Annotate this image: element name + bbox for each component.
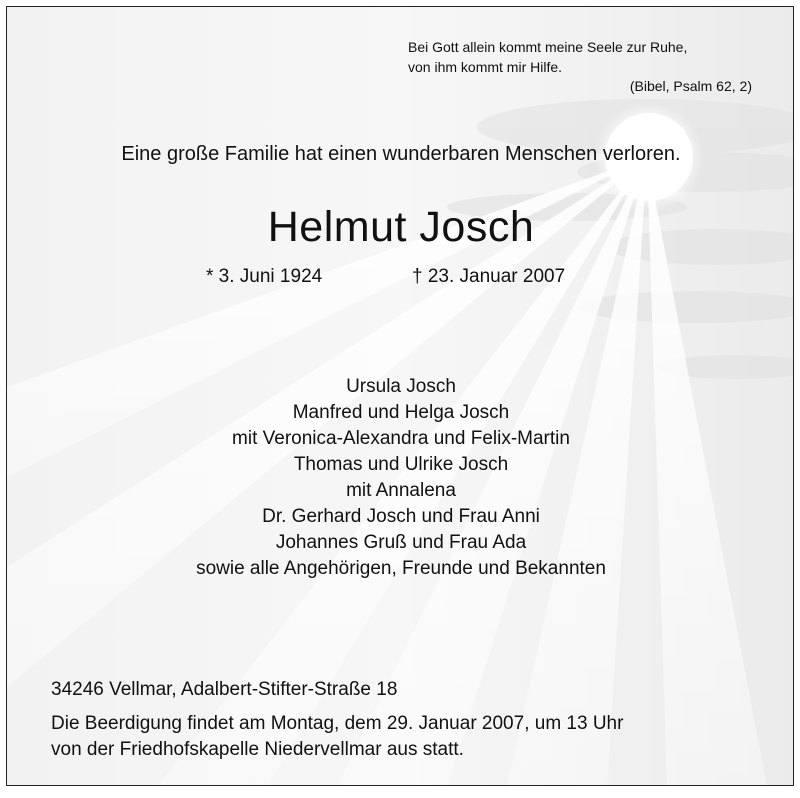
bible-verse xyxy=(408,37,687,77)
mourner-line: sowie alle Angehörigen, Freunde und Bekannten xyxy=(196,558,606,579)
birth-date: * 3. Juni 1924 xyxy=(206,266,323,287)
death-date: † 23. Januar 2007 xyxy=(412,266,566,287)
mourner-line: Dr. Gerhard Josch und Frau Anni xyxy=(262,506,540,527)
obituary-notice xyxy=(6,6,794,786)
funeral-line-2: von der Friedhofskapelle Niedervellmar aus statt. xyxy=(51,739,464,760)
mourners-list xyxy=(7,374,794,582)
funeral-info xyxy=(51,711,623,763)
mourner-line: mit Veronica-Alexandra und Felix-Martin xyxy=(232,428,570,449)
mourner-line: Manfred und Helga Josch xyxy=(292,402,510,423)
deceased-name: Helmut Josch xyxy=(267,203,535,251)
mourner-line: Johannes Gruß und Frau Ada xyxy=(275,532,527,553)
mourner-line: Thomas und Ulrike Josch xyxy=(293,454,509,475)
intro-text: Eine große Familie hat einen wunderbaren Menschen verloren. xyxy=(121,143,681,165)
mourner-line: mit Annalena xyxy=(346,480,456,501)
funeral-line-1: Die Beerdigung findet am Montag, dem 29. Januar 2007, um 13 Uhr xyxy=(51,713,624,734)
verse-line-1: Bei Gott allein kommt meine Seele zur Ruhe, xyxy=(408,39,688,55)
verse-line-2: von ihm kommt mir Hilfe. xyxy=(408,59,563,75)
address: 34246 Vellmar, Adalbert-Stifter-Straße 18 xyxy=(51,679,398,700)
verse-source: (Bibel, Psalm 62, 2) xyxy=(629,78,752,94)
mourner-line: Ursula Josch xyxy=(346,376,456,397)
